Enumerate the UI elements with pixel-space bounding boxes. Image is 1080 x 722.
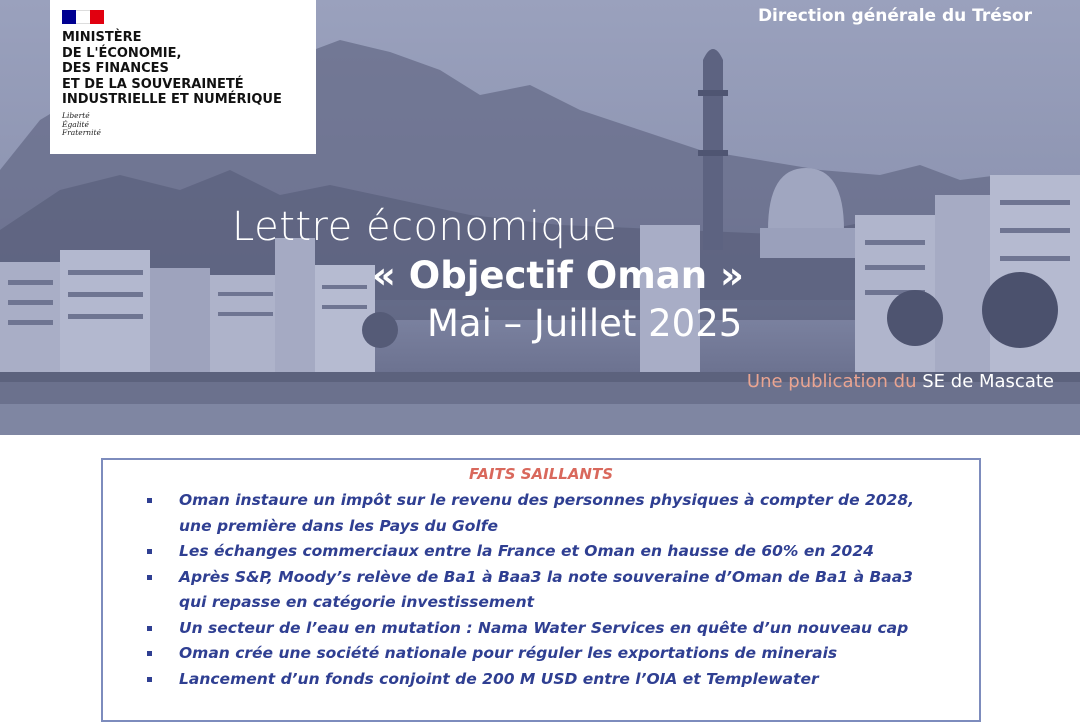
ministry-line: ET DE LA SOUVERAINETÉ	[62, 76, 244, 92]
bullet-icon	[147, 677, 152, 682]
publication-source: SE de Mascate	[922, 371, 1054, 392]
highlight-text: Après S&P, Moody’s relève de Ba1 à Baa3 la note souveraine d’Oman de Ba1 à Baa3 qui repasse en catégorie investissement	[179, 567, 913, 611]
ministry-name	[62, 30, 282, 108]
bullet-icon	[147, 575, 152, 580]
highlight-item	[143, 565, 943, 616]
highlights-heading: FAITS SAILLANTS	[468, 465, 614, 483]
publication-prefix: Une publication du	[746, 371, 917, 392]
republic-motto	[62, 112, 101, 138]
highlight-text: Oman crée une société nationale pour réguler les exportations de minerais	[179, 644, 838, 662]
cover-title-line2: « Objectif Oman »	[372, 254, 744, 297]
highlight-item	[143, 641, 943, 667]
highlight-text: Un secteur de l’eau en mutation : Nama Water Services en quête d’un nouveau cap	[179, 618, 909, 637]
highlight-text: Les échanges commerciaux entre la France et Oman en hausse de 60% en 2024	[179, 542, 874, 560]
highlights-list	[143, 488, 943, 692]
motto-line: Égalité	[62, 119, 89, 129]
highlight-item	[143, 488, 943, 539]
ministry-line: DES FINANCES	[62, 61, 169, 76]
bullet-icon	[147, 498, 152, 503]
highlight-item	[143, 667, 943, 693]
ministry-line: MINISTÈRE	[62, 30, 142, 45]
ministry-line: INDUSTRIELLE ET NUMÉRIQUE	[62, 92, 282, 107]
bullet-icon	[147, 626, 152, 631]
motto-line: Liberté	[62, 111, 90, 120]
highlight-text: Oman instaure un impôt sur le revenu des personnes physiques à compter de 2028, une première dans les Pays du Golfe	[179, 491, 915, 535]
bullet-icon	[147, 651, 152, 656]
highlight-item	[143, 616, 943, 642]
cover-title-date: Mai – Juillet 2025	[427, 302, 743, 345]
ministry-line: DE L'ÉCONOMIE,	[62, 45, 182, 61]
direction-generale-label: Direction générale du Trésor	[757, 6, 1032, 26]
highlights-box	[101, 458, 981, 722]
publication-credit	[747, 371, 1054, 392]
bullet-icon	[147, 549, 152, 554]
highlight-text: Lancement d’un fonds conjoint de 200 M USD entre l’OIA et Templewater	[179, 669, 819, 688]
cover-title-line1: Lettre économique	[232, 204, 618, 250]
french-flag-icon	[62, 10, 104, 24]
highlight-item	[143, 539, 943, 565]
ministry-logo	[50, 0, 316, 154]
motto-line: Fraternité	[62, 128, 101, 137]
